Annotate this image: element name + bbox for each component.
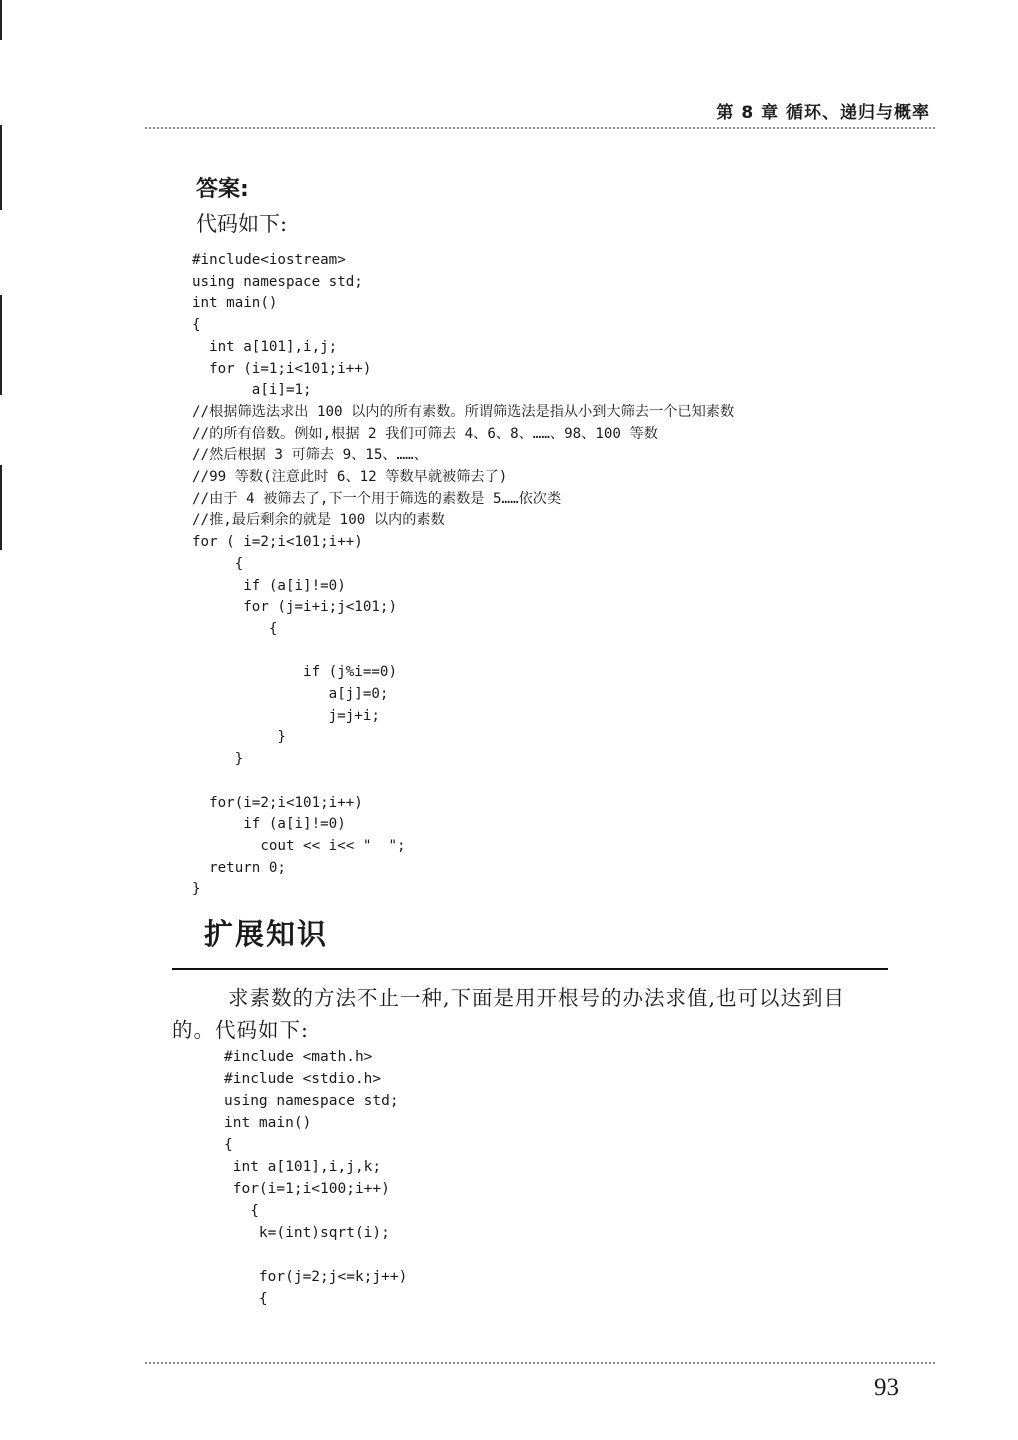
scan-edge-mark bbox=[0, 0, 2, 40]
answer-code-block: #include<iostream> using namespace std; int main() { int a[101],i,j; for (i=1;i<101;i++) a[i]=1; //根据筛选法求出 100 以内的所有素数。所谓筛选法是指从小到大筛去一个已知素数 //的所有倍数。例如,根据 2 我们可筛去 4、6、8、……、98、100 等数 //然后根据 3 可筛去 9、15、……、 //99 等数(注意此时 6、12 等数早就被筛去了) //由于 4 被筛去了,下一个用于筛选的素数是 5……依次类 //推,最后剩余的就是 100 以内的素数 for ( i=2;i<101;i++) { if (a[i]!=0) for (j=i+i;j<101;) { if (j%i==0) a[j]=0; j=j+i; } } for(i=2;i<101;i++) if (a[i]!=0) cout << i<< " "; return 0; } bbox=[192, 252, 735, 898]
extension-paragraph: 求素数的方法不止一种,下面是用开根号的办法求值,也可以达到目的。代码如下: bbox=[172, 986, 846, 1042]
section-rule bbox=[172, 968, 888, 970]
footer-rule bbox=[145, 1362, 935, 1364]
section-title: 扩展知识 bbox=[204, 917, 329, 951]
extension-code-block: #include <math.h> #include <stdio.h> using namespace std; int main() { int a[101],i,j,k; for(i=1;i<100;i++) { k=(int)sqrt(i); for(j=2;j<=k;j++) { bbox=[224, 1049, 408, 1307]
scan-edge-mark bbox=[0, 125, 2, 210]
scan-edge-mark bbox=[0, 295, 2, 395]
page-number: 93 bbox=[874, 1374, 899, 1401]
answer-intro: 代码如下: bbox=[196, 212, 288, 236]
answer-title: 答案: bbox=[196, 177, 249, 202]
chapter-header: 第 8 章 循环、递归与概率 bbox=[716, 103, 930, 123]
header-rule bbox=[145, 127, 935, 129]
scan-edge-mark bbox=[0, 465, 2, 550]
